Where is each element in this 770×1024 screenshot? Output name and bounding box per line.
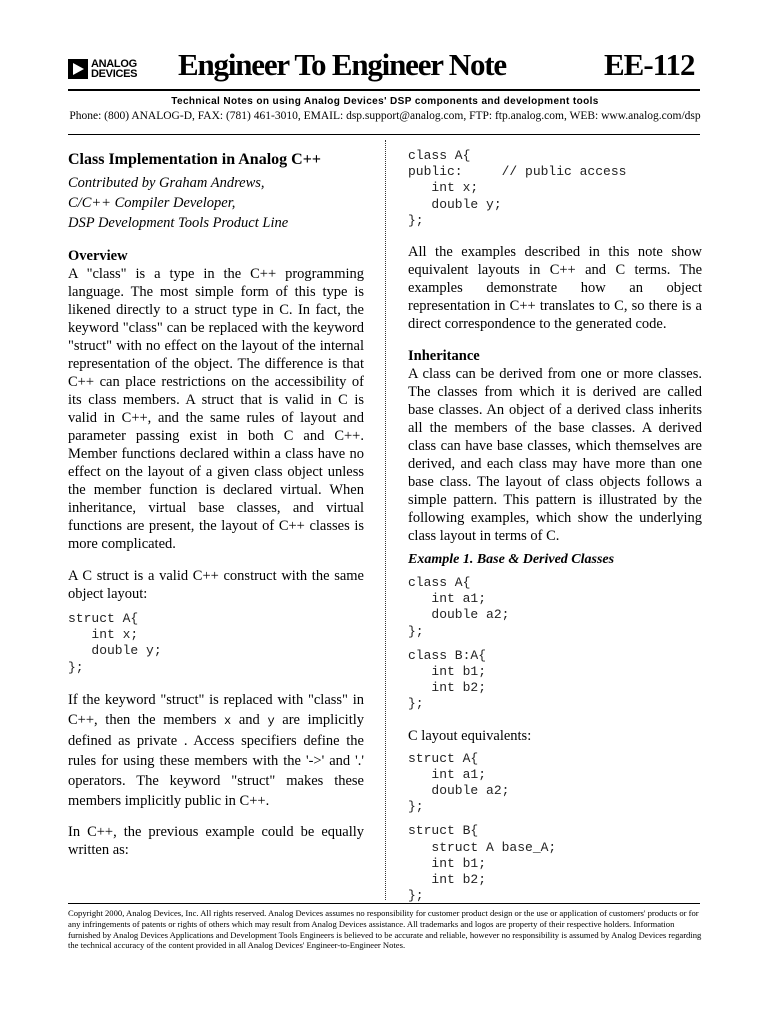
- footer-divider: [68, 903, 700, 904]
- left-column: [68, 150, 364, 859]
- equal-paragraph: In C++, the previous example could be equally written as:: [68, 823, 364, 858]
- article-title: Class Implementation in Analog C++: [68, 151, 321, 168]
- byline-role: C/C++ Compiler Developer,: [68, 195, 236, 211]
- page-title: Engineer To Engineer Note: [178, 47, 506, 82]
- example-1-heading: Example 1. Base & Derived Classes: [408, 552, 615, 568]
- note-number: EE-112: [604, 47, 695, 82]
- c-layout-code-a: struct A{ int a1; double a2; };: [408, 750, 510, 815]
- logo-text: [91, 59, 137, 79]
- code-y: y: [267, 713, 275, 728]
- struct-code-block: struct A{ int x; double y; };: [68, 611, 162, 675]
- byline-team: DSP Development Tools Product Line: [68, 215, 289, 231]
- overview-paragraph: A "class" is a type in the C++ programming language. The most simple form of this type is likened directly to a struct type in C. In fact, the keyword "class" can be replaced with the keyword "struct" with no effect on the layout of the internal representation of the object. The difference is that C++ can place restrictions on the accessibility of its class members. A struct that is valid in C is valid in C++, and the same rules of layout and parameter passing exist in both C and C++. Member functions declared within a class have no effect on the layout of a given class object unless the member function is declared virtual. When inheritance, virtual base classes, and virtual functions are present, the layout of C++ classes is more complicated.: [68, 266, 364, 552]
- byline-author: Contributed by Graham Andrews,: [68, 175, 265, 191]
- analog-devices-logo: [68, 58, 140, 80]
- copyright-footer: Copyright 2000, Analog Devices, Inc. All rights reserved. Analog Devices assumes no responsibility for customer product design or the use or application of customers' products or for any infringements of patents or rights of others which may result from Analog Devices assistance. All trademarks and logos are property of their respective holders. Information furnished by Analog Devices Applications and Development Tools Engineers is believed to be accurate and reliable, however no responsibility is assumed by Analog Devices regarding the technical accuracy of the content provided in all Analog Devices' Engineer-to-Engineer Notes.: [68, 908, 702, 951]
- column-divider: [385, 140, 386, 900]
- c-layout-label: C layout equivalents:: [408, 727, 532, 744]
- logo-triangle-icon: [68, 59, 88, 79]
- struct-intro-paragraph: A C struct is a valid C++ construct with the same object layout:: [68, 568, 364, 602]
- overview-heading: Overview: [68, 248, 128, 264]
- subtitle: Technical Notes on using Analog Devices' DSP components and development tools: [171, 96, 599, 107]
- right-column: [408, 148, 702, 904]
- keyword-text-2: are implicitly defined as private . Access specifiers define the rules for using these members with the '->' and '.' operators. The keyword "struct" makes these members implicitly public in C++.: [68, 711, 365, 809]
- keyword-paragraph: [68, 690, 364, 811]
- keyword-text-and: and: [231, 711, 268, 728]
- example-1-code-a: class A{ int a1; double a2; };: [408, 575, 510, 639]
- c-layout-code-b: struct B{ struct A base_A; int b1; int b2; };: [408, 823, 557, 904]
- inheritance-paragraph: A class can be derived from one or more classes. The classes from which it is derived are called base classes. An object of a derived class inherits all the members of the base classes. A derived class can have base classes, which themselves are derived, and each class may have more than one base class. The layout of class objects follows a simple pattern. This pattern is illustrated by the following examples, which show the underlying class layout in terms of C.: [408, 366, 702, 545]
- inheritance-heading: Inheritance: [408, 348, 480, 365]
- class-code-block: class A{ public: // public access int x; double y; };: [408, 148, 627, 228]
- logo-line-2: DEVICES: [91, 68, 138, 80]
- example-1-code-b: class B:A{ int b1; int b2; };: [408, 647, 487, 712]
- code-x: x: [224, 713, 232, 728]
- header-divider: [68, 89, 700, 91]
- examples-paragraph: All the examples described in this note show equivalent layouts in C++ and C terms. The examples demonstrate how an object representation in C++ translates to C, so there is a direct correspondence to the generated code.: [408, 244, 702, 333]
- contact-divider: [68, 134, 700, 135]
- logo-line-1: ANALOG: [91, 58, 137, 70]
- contact-info: Phone: (800) ANALOG-D, FAX: (781) 461-3010, EMAIL: dsp.support@analog.com, FTP: ftp.analog.com, WEB: www.analog.com/dsp: [69, 110, 701, 122]
- keyword-text-1: If the keyword "struct" is replaced with "class" in C++, then the members: [68, 691, 364, 728]
